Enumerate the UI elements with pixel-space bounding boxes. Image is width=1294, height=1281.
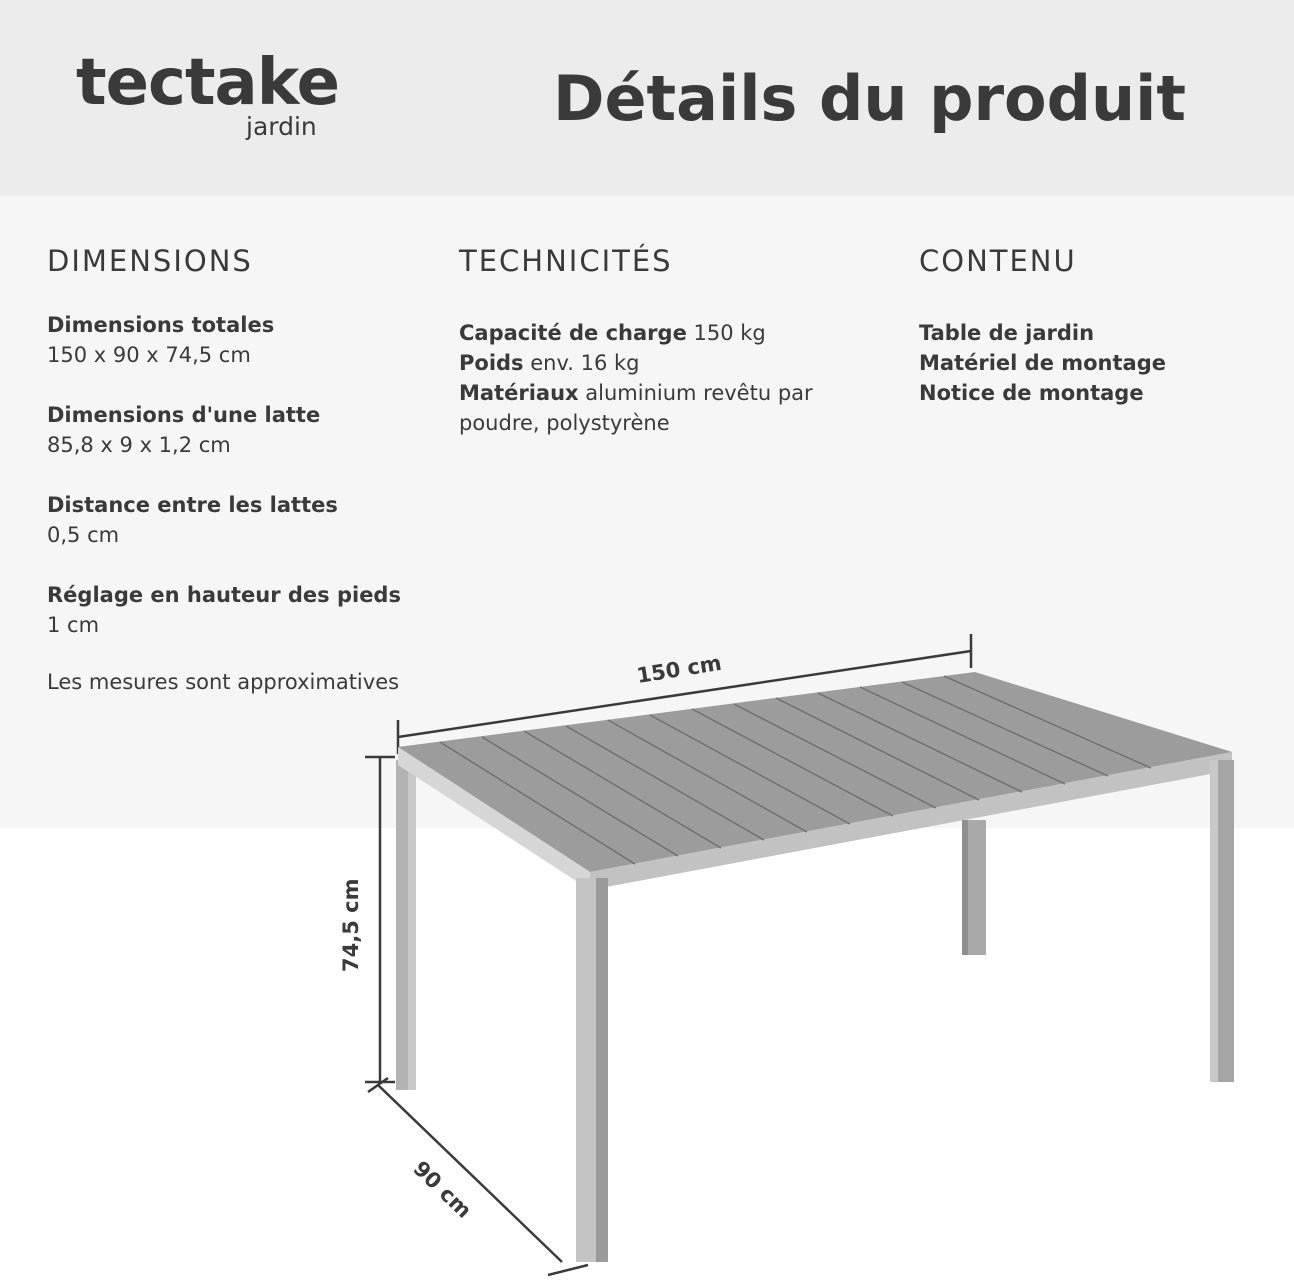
contenu-item: Table de jardin xyxy=(919,321,1095,345)
tech-value: env. 16 kg xyxy=(530,351,640,375)
tech-label: Matériaux xyxy=(459,381,579,405)
dimension-value: 85,8 x 9 x 1,2 cm xyxy=(47,433,231,457)
brand-subtitle: jardin xyxy=(246,112,317,141)
tech-label: Poids xyxy=(459,351,524,375)
tech-value: 150 kg xyxy=(693,321,766,345)
tabletop xyxy=(398,672,1232,890)
dimension-label: Dimensions d'une latte xyxy=(47,403,321,427)
dimension-value: 0,5 cm xyxy=(47,523,120,547)
contenu-item: Notice de montage xyxy=(919,381,1144,405)
dimension-value: 1 cm xyxy=(47,613,100,637)
contenu-item: Matériel de montage xyxy=(919,351,1166,375)
tech-value: aluminium revêtu par poudre, polystyrène xyxy=(459,381,813,435)
page-title: Détails du produit xyxy=(553,62,1187,135)
approximation-note: Les mesures sont approximatives xyxy=(47,670,400,694)
brand-logo: tectake xyxy=(76,46,339,120)
contenu-heading: CONTENU xyxy=(919,244,1077,278)
dimension-label: Dimensions totales xyxy=(47,313,275,337)
tech-label: Capacité de charge xyxy=(459,321,687,345)
height-dimension-label: 74,5 cm xyxy=(339,878,363,972)
technicites-heading: TECHNICITÉS xyxy=(459,244,673,278)
dimension-label: Distance entre les lattes xyxy=(47,493,338,517)
length-dimension-label: 150 cm xyxy=(635,650,724,688)
depth-dimension-label: 90 cm xyxy=(408,1156,477,1223)
dimensions-heading: DIMENSIONS xyxy=(47,244,253,278)
dimension-value: 150 x 90 x 74,5 cm xyxy=(47,343,251,367)
dimension-label: Réglage en hauteur des pieds xyxy=(47,583,401,607)
